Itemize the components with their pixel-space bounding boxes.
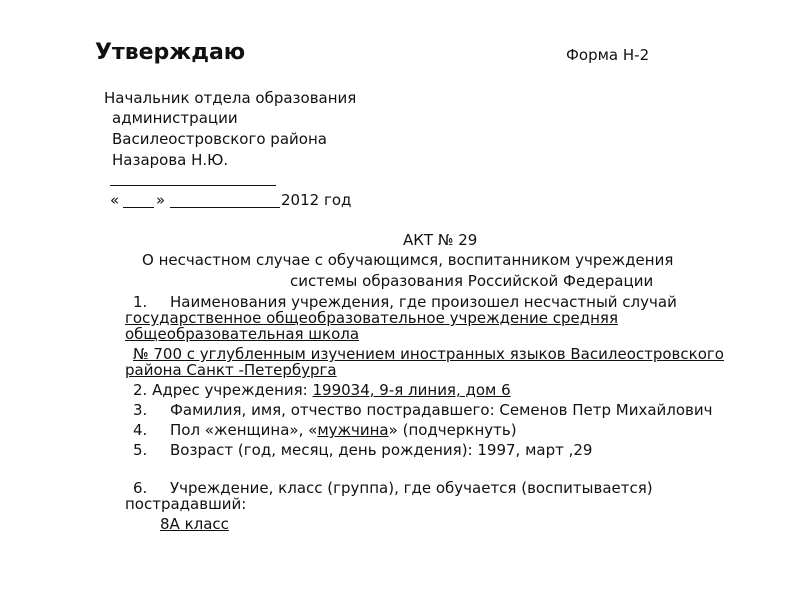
approver-line-3: Василеостровского района <box>112 130 327 148</box>
item-6-number: 6. <box>133 479 148 497</box>
form-number: Форма Н-2 <box>566 46 650 64</box>
approve-heading: Утверждаю <box>95 40 246 65</box>
date-open-quote: « <box>110 191 120 209</box>
item-6-label-2: пострадавший: <box>125 495 247 513</box>
item-2-value: 199034, 9-я линия, дом 6 <box>312 381 511 399</box>
item-2-number: 2. <box>133 381 148 399</box>
item-1-value-line-3: № 700 с углубленным изучением иностранных языков Василеостровского <box>133 345 724 363</box>
item-1-value-line-4: района Санкт -Петербурга <box>125 361 337 379</box>
month-blank <box>170 207 280 208</box>
item-4-after: » (подчеркнуть) <box>388 421 517 439</box>
item-5-text: Возраст (год, месяц, день рождения): 1997, март ,29 <box>170 441 593 459</box>
approver-name: Назарова Н.Ю. <box>112 151 229 169</box>
item-4-underlined: мужчина <box>317 421 389 439</box>
item-6-value: 8А класс <box>160 515 229 533</box>
item-1-number: 1. <box>133 293 148 311</box>
act-subtitle-2: системы образования Российской Федерации <box>290 272 654 290</box>
item-2-label: Адрес учреждения: <box>152 381 313 399</box>
item-4-before: Пол «женщина», « <box>170 421 318 439</box>
item-2 <box>133 381 511 399</box>
item-4-text <box>170 421 517 439</box>
item-3-number: 3. <box>133 401 148 419</box>
item-5-number: 5. <box>133 441 148 459</box>
approver-line-2: администрации <box>112 109 238 127</box>
act-title: АКТ № 29 <box>403 231 478 249</box>
item-1-value-line-2: общеобразовательная школа <box>125 325 360 343</box>
act-subtitle-1: О несчастном случае с обучающимся, воспитанником учреждения <box>142 251 674 269</box>
day-blank <box>123 207 154 208</box>
date-close-quote: » <box>156 191 166 209</box>
item-1-label: Наименования учреждения, где произошел несчастный случай <box>170 293 677 311</box>
item-1-value-line-1: государственное общеобразовательное учреждение средняя <box>125 309 618 327</box>
signature-line <box>110 185 276 186</box>
approver-line-1: Начальник отдела образования <box>104 89 357 107</box>
item-4-number: 4. <box>133 421 148 439</box>
item-6-label-1: Учреждение, класс (группа), где обучается (воспитывается) <box>170 479 653 497</box>
item-3-text: Фамилия, имя, отчество пострадавшего: Семенов Петр Михайлович <box>170 401 713 419</box>
year-text: 2012 год <box>281 191 352 209</box>
